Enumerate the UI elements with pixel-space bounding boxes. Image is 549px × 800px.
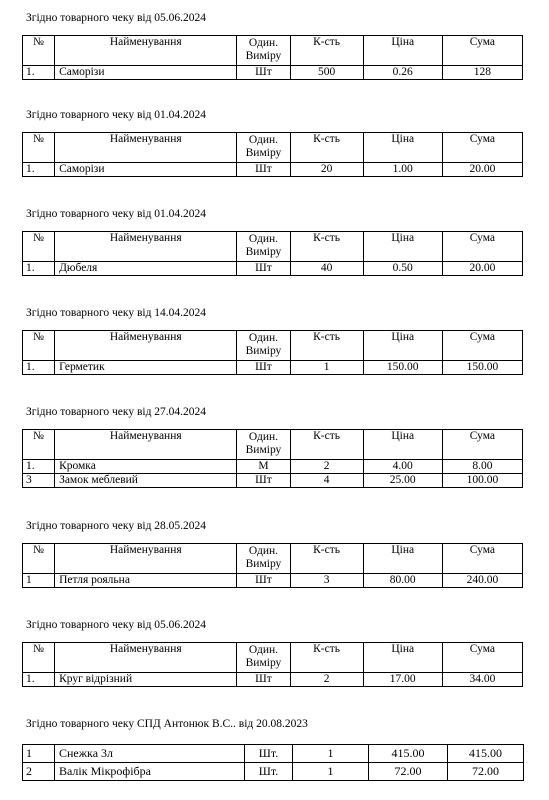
receipt-table bbox=[22, 132, 523, 177]
item-unit: Шт bbox=[237, 163, 290, 177]
item-name: Валік Мікрофібра bbox=[55, 763, 245, 781]
column-header-name: Найменування bbox=[55, 36, 237, 66]
column-header-unit: Один. Виміру bbox=[237, 544, 290, 574]
receipt-heading: Згідно товарного чеку від 01.04.2024 bbox=[26, 208, 207, 220]
item-unit: Шт bbox=[237, 474, 290, 488]
item-sum: 128 bbox=[442, 66, 522, 80]
column-header-unit: Один. Виміру bbox=[237, 643, 290, 673]
receipt-heading: Згідно товарного чеку від 28.05.2024 bbox=[26, 520, 207, 532]
column-header-price: Ціна bbox=[363, 331, 442, 361]
item-price: 17.00 bbox=[363, 673, 442, 687]
row-number: 1 bbox=[23, 574, 55, 588]
item-quantity: 4 bbox=[290, 474, 363, 488]
item-sum: 240.00 bbox=[442, 574, 522, 588]
table-header-row bbox=[23, 544, 523, 574]
table-row bbox=[23, 474, 523, 488]
column-header-number: № bbox=[23, 133, 55, 163]
column-header-sum: Сума bbox=[442, 133, 522, 163]
item-unit: Шт. bbox=[245, 763, 293, 781]
item-price: 4.00 bbox=[363, 460, 442, 474]
item-sum: 20.00 bbox=[442, 262, 522, 276]
row-number: 1. bbox=[23, 163, 55, 177]
item-price: 1.00 bbox=[363, 163, 442, 177]
column-header-price: Ціна bbox=[363, 232, 442, 262]
table-row bbox=[23, 460, 523, 474]
receipt-table bbox=[22, 231, 523, 276]
item-name: Дюбеля bbox=[55, 262, 237, 276]
receipt-heading: Згідно товарного чеку від 05.06.2024 bbox=[26, 619, 207, 631]
item-sum: 34.00 bbox=[442, 673, 522, 687]
item-price: 72.00 bbox=[369, 763, 448, 781]
table-row bbox=[23, 66, 523, 80]
item-price: 0.26 bbox=[363, 66, 442, 80]
receipt-heading: Згідно товарного чеку від 05.06.2024 bbox=[26, 12, 207, 24]
item-quantity: 2 bbox=[290, 673, 363, 687]
item-sum: 100.00 bbox=[442, 474, 522, 488]
table-row bbox=[23, 262, 523, 276]
column-header-price: Ціна bbox=[363, 36, 442, 66]
column-header-quantity: К-сть bbox=[290, 643, 363, 673]
item-sum: 8.00 bbox=[442, 460, 522, 474]
table-header-row bbox=[23, 430, 523, 460]
item-unit: Шт bbox=[237, 574, 290, 588]
table-header-row bbox=[23, 133, 523, 163]
item-quantity: 1 bbox=[293, 763, 369, 781]
item-name: Петля рояльна bbox=[55, 574, 237, 588]
column-header-number: № bbox=[23, 331, 55, 361]
column-header-name: Найменування bbox=[55, 430, 237, 460]
item-unit: Шт bbox=[237, 66, 290, 80]
item-name: Саморізи bbox=[55, 163, 237, 177]
item-price: 0.50 bbox=[363, 262, 442, 276]
item-quantity: 1 bbox=[293, 745, 369, 763]
row-number: 1 bbox=[23, 745, 55, 763]
item-unit: Шт bbox=[237, 361, 290, 375]
table-header-row bbox=[23, 36, 523, 66]
table-row bbox=[23, 745, 524, 763]
column-header-number: № bbox=[23, 643, 55, 673]
row-number: 3 bbox=[23, 474, 55, 488]
item-price: 150.00 bbox=[363, 361, 442, 375]
column-header-sum: Сума bbox=[442, 544, 522, 574]
column-header-unit: Один. Виміру bbox=[237, 36, 290, 66]
column-header-unit: Один. Виміру bbox=[237, 430, 290, 460]
item-name: Снежка 3л bbox=[55, 745, 245, 763]
column-header-name: Найменування bbox=[55, 544, 237, 574]
column-header-quantity: К-сть bbox=[290, 430, 363, 460]
column-header-price: Ціна bbox=[363, 544, 442, 574]
receipt-table bbox=[22, 642, 523, 687]
column-header-number: № bbox=[23, 430, 55, 460]
receipt-table bbox=[22, 330, 523, 375]
table-header-row bbox=[23, 232, 523, 262]
table-row bbox=[23, 574, 523, 588]
item-sum: 150.00 bbox=[442, 361, 522, 375]
item-price: 80.00 bbox=[363, 574, 442, 588]
column-header-name: Найменування bbox=[55, 331, 237, 361]
table-header-row bbox=[23, 643, 523, 673]
row-number: 2 bbox=[23, 763, 55, 781]
table-row bbox=[23, 163, 523, 177]
column-header-name: Найменування bbox=[55, 643, 237, 673]
item-sum: 72.00 bbox=[448, 763, 524, 781]
column-header-quantity: К-сть bbox=[290, 36, 363, 66]
item-quantity: 2 bbox=[290, 460, 363, 474]
column-header-sum: Сума bbox=[442, 430, 522, 460]
row-number: 1. bbox=[23, 66, 55, 80]
column-header-sum: Сума bbox=[442, 643, 522, 673]
row-number: 1. bbox=[23, 673, 55, 687]
item-name: Замок меблевий bbox=[55, 474, 237, 488]
receipt-heading: Згідно товарного чеку від 27.04.2024 bbox=[26, 406, 207, 418]
item-price: 415.00 bbox=[369, 745, 448, 763]
item-quantity: 40 bbox=[290, 262, 363, 276]
column-header-price: Ціна bbox=[363, 643, 442, 673]
item-sum: 415.00 bbox=[448, 745, 524, 763]
item-quantity: 20 bbox=[290, 163, 363, 177]
column-header-price: Ціна bbox=[363, 133, 442, 163]
column-header-price: Ціна bbox=[363, 430, 442, 460]
row-number: 1. bbox=[23, 361, 55, 375]
column-header-sum: Сума bbox=[442, 36, 522, 66]
item-unit: Шт bbox=[237, 262, 290, 276]
column-header-sum: Сума bbox=[442, 232, 522, 262]
column-header-unit: Один. Виміру bbox=[237, 331, 290, 361]
item-name: Герметик bbox=[55, 361, 237, 375]
item-name: Кромка bbox=[55, 460, 237, 474]
item-quantity: 3 bbox=[290, 574, 363, 588]
receipt-heading: Згідно товарного чеку від 01.04.2024 bbox=[26, 109, 207, 121]
column-header-number: № bbox=[23, 232, 55, 262]
table-row bbox=[23, 673, 523, 687]
item-unit: Шт. bbox=[245, 745, 293, 763]
table-row bbox=[23, 763, 524, 781]
column-header-quantity: К-сть bbox=[290, 331, 363, 361]
receipt-heading: Згідно товарного чеку СПД Антонюк В.С.. від 20.08.2023 bbox=[26, 718, 308, 730]
item-price: 25.00 bbox=[363, 474, 442, 488]
column-header-number: № bbox=[23, 36, 55, 66]
table-row bbox=[23, 361, 523, 375]
receipt-table bbox=[22, 35, 523, 80]
column-header-quantity: К-сть bbox=[290, 133, 363, 163]
table-header-row bbox=[23, 331, 523, 361]
item-quantity: 1 bbox=[290, 361, 363, 375]
receipt-table bbox=[22, 744, 524, 781]
column-header-number: № bbox=[23, 544, 55, 574]
item-unit: Шт bbox=[237, 673, 290, 687]
item-sum: 20.00 bbox=[442, 163, 522, 177]
column-header-unit: Один. Виміру bbox=[237, 133, 290, 163]
column-header-name: Найменування bbox=[55, 133, 237, 163]
column-header-unit: Один. Виміру bbox=[237, 232, 290, 262]
row-number: 1. bbox=[23, 262, 55, 276]
item-quantity: 500 bbox=[290, 66, 363, 80]
item-name: Круг відрізний bbox=[55, 673, 237, 687]
receipt-table bbox=[22, 543, 523, 588]
column-header-quantity: К-сть bbox=[290, 232, 363, 262]
column-header-name: Найменування bbox=[55, 232, 237, 262]
receipt-table bbox=[22, 429, 523, 488]
item-unit: М bbox=[237, 460, 290, 474]
item-name: Саморізи bbox=[55, 66, 237, 80]
column-header-quantity: К-сть bbox=[290, 544, 363, 574]
row-number: 1. bbox=[23, 460, 55, 474]
receipt-heading: Згідно товарного чеку від 14.04.2024 bbox=[26, 307, 207, 319]
column-header-sum: Сума bbox=[442, 331, 522, 361]
